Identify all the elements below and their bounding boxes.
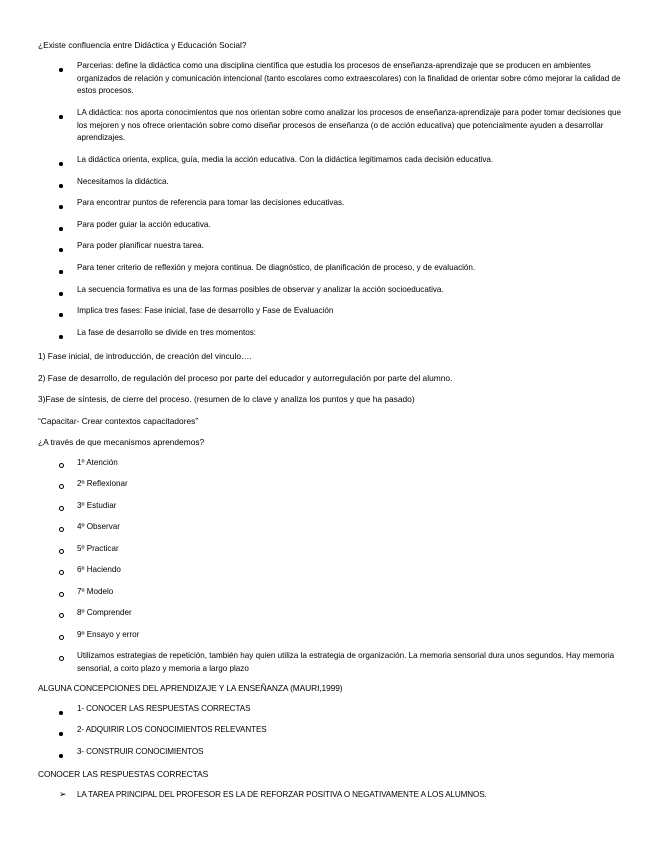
- bullet-ring: [59, 481, 64, 493]
- list-item: LA TAREA PRINCIPAL DEL PROFESOR ES LA DE REFORZAR POSITIVA O NEGATIVAMENTE A LOS ALUMNOS.: [77, 790, 487, 799]
- list-item: Para poder guiar la acción educativa.: [77, 220, 211, 229]
- bullet-dot: [59, 309, 63, 321]
- bullet-ring: [59, 460, 64, 472]
- list-item: 3º Estudiar: [77, 501, 117, 510]
- list-item: La fase de desarrollo se divide en tres momentos:: [77, 328, 257, 337]
- bullet-dot: [59, 64, 63, 76]
- list-item: La secuencia formativa es una de las formas posibles de observar y analizar la acción socioeducativa.: [77, 285, 444, 294]
- bullet-dot: [59, 728, 63, 740]
- bullet-dot: [59, 244, 63, 256]
- bullet-dot: [59, 707, 63, 719]
- bullet-ring: [59, 524, 64, 536]
- bullet-dot: [59, 180, 63, 192]
- list-item: Necesitamos la didáctica.: [77, 177, 169, 186]
- bullet-ring: [59, 632, 64, 644]
- section-heading: ALGUNA CONCEPCIONES DEL APRENDIZAJE Y LA ENSEÑANZA (MAURI,1999): [38, 683, 343, 693]
- question-heading: ¿A través de que mecanismos aprendemos?: [38, 437, 205, 447]
- quote-line: “Capacitar- Crear contextos capacitadores”: [38, 416, 199, 426]
- list-item: Utilizamos estrategias de repetición, también hay quien utiliza la estrategia de organización. La memoria sensorial dura unos segundos. Hay memoria sensorial, a corto plazo y memoria a largo plazo: [77, 651, 615, 673]
- moment-line: 2) Fase de desarrollo, de regulación del proceso por parte del educador y autorregulación por parte del alumno.: [38, 373, 453, 383]
- list-item: 9º Ensayo y error: [77, 630, 140, 639]
- bullet-ring: [59, 546, 64, 558]
- bullet-ring: [59, 503, 64, 515]
- bullet-ring: [59, 653, 64, 665]
- bullet-dot: [59, 750, 63, 762]
- bullet-dot: [59, 223, 63, 235]
- list-item: 1- CONOCER LAS RESPUESTAS CORRECTAS: [77, 704, 251, 713]
- list-item: Parcerias: define la didáctica como una disciplina científica que estudia los procesos de enseñanza-aprendizaje que se producen en ambientes organizados de relación y comunicación intencional (tanto escolares como extraescolares) con la finalidad de orientar sobre cómo mejorar la calidad de estos procesos.: [77, 61, 621, 96]
- list-item: Para poder planificar nuestra tarea.: [77, 241, 204, 250]
- list-item: 3- CONSTRUIR CONOCIMIENTOS: [77, 747, 204, 756]
- list-item: 8º Comprender: [77, 608, 132, 617]
- list-item: 2- ADQUIRIR LOS CONOCIMIENTOS RELEVANTES: [77, 725, 267, 734]
- doc-heading: ¿Existe confluencia entre Didáctica y Educación Social?: [38, 40, 247, 50]
- bullet-dot: [59, 288, 63, 300]
- bullet-dot: [59, 266, 63, 278]
- bullet-ring: [59, 567, 64, 579]
- list-item: 7º Modelo: [77, 587, 114, 596]
- arrow-bullet-icon: ➢: [59, 789, 67, 799]
- list-item: LA didáctica: nos aporta conocimientos que nos orientan sobre como analizar los procesos de enseñanza-aprendizaje para poder tomar decisiones que los mejoren y nos ofrece orientación sobre como diseñar procesos de enseñanza (o de acción educativa) que potencialmente ayuden a desarrollar aprendizajes.: [77, 108, 621, 143]
- bullet-dot: [59, 158, 63, 170]
- list-item: 5º Practicar: [77, 544, 119, 553]
- list-item: Para encontrar puntos de referencia para tomar las decisiones educativas.: [77, 198, 345, 207]
- bullet-dot: [59, 111, 63, 123]
- list-item: Implica tres fases: Fase inicial, fase de desarrollo y Fase de Evaluación: [77, 306, 334, 315]
- moment-line: 1) Fase inicial, de introducción, de creación del vinculo….: [38, 351, 252, 361]
- list-item: 2º Reflexionar: [77, 479, 128, 488]
- list-item: 4º Observar: [77, 522, 120, 531]
- section-heading: CONOCER LAS RESPUESTAS CORRECTAS: [38, 769, 209, 779]
- list-item: Para tener criterio de reflexión y mejora continua. De diagnóstico, de planificación de proceso, y de evaluación.: [77, 263, 476, 272]
- moment-line: 3)Fase de síntesis, de cierre del proceso. (resumen de lo clave y analiza los puntos y que ha pasado): [38, 394, 415, 404]
- bullet-dot: [59, 331, 63, 343]
- bullet-ring: [59, 610, 64, 622]
- list-item: La didáctica orienta, explica, guía, media la acción educativa. Con la didáctica legitimamos cada decisión educativa.: [77, 155, 494, 164]
- bullet-dot: [59, 201, 63, 213]
- list-item: 6º Haciendo: [77, 565, 121, 574]
- list-item: 1º Atención: [77, 458, 118, 467]
- bullet-ring: [59, 589, 64, 601]
